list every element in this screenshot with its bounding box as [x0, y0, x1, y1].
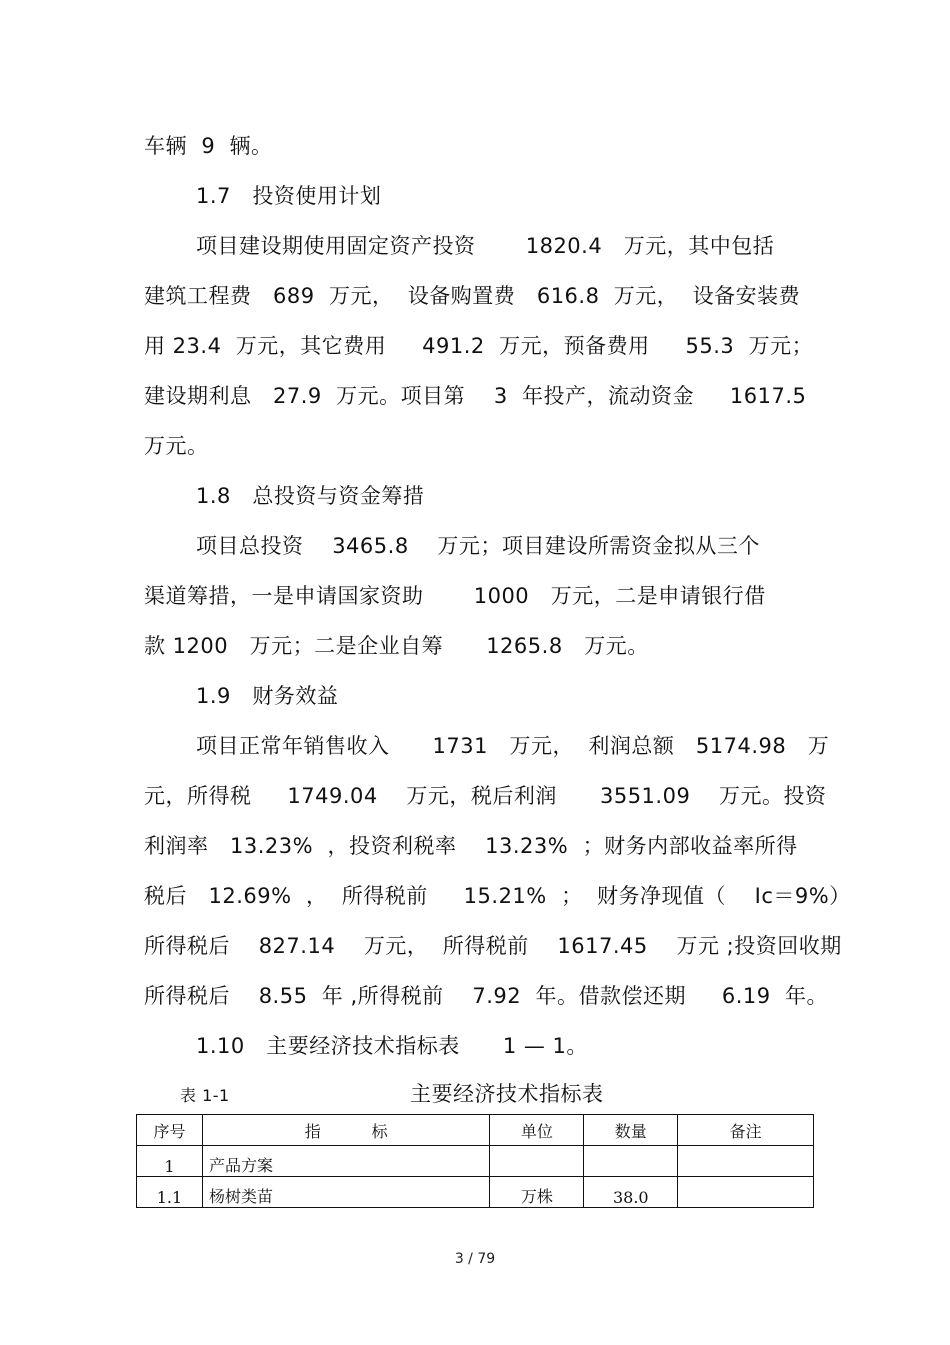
- cell-unit: 万株: [490, 1177, 584, 1208]
- cell-unit: [490, 1146, 584, 1177]
- body-line: 所得税后 8.55 年 ,所得税前 7.92 年。借款偿还期 6.19 年。: [144, 984, 828, 1008]
- body-line-vehicles: 车辆 9 辆。: [144, 134, 273, 158]
- body-line: 建筑工程费 689 万元， 设备购置费 616.8 万元， 设备安装费: [144, 284, 801, 308]
- body-line: 渠道筹措，一是申请国家资助 1000 万元，二是申请银行借: [144, 584, 766, 608]
- page-number: 3 / 79: [454, 1251, 496, 1267]
- body-line: 用 23.4 万元，其它费用 491.2 万元，预备费用 55.3 万元；: [144, 334, 814, 358]
- header-cell-remarks: 备注: [678, 1115, 814, 1146]
- cell-quantity: 38.0: [584, 1177, 678, 1208]
- cell-remarks: [678, 1146, 814, 1177]
- metrics-table: [136, 1114, 814, 1208]
- header-cell-indicator: 指 标: [202, 1115, 490, 1146]
- body-line: 项目建设期使用固定资产投资 1820.4 万元，其中包括: [196, 234, 775, 258]
- cell-quantity: [584, 1146, 678, 1177]
- body-line: 项目正常年销售收入 1731 万元， 利润总额 5174.98 万: [196, 734, 830, 758]
- body-line: 所得税后 827.14 万元， 所得税前 1617.45 万元 ;投资回收期: [144, 934, 842, 958]
- section-heading-1-10: 1.10 主要经济技术指标表 1 — 1。: [196, 1034, 588, 1058]
- body-line: 税后 12.69% ， 所得税前 15.21% ； 财务净现值（ Ic＝9%）: [144, 884, 851, 908]
- section-heading-1-7: 1.7 投资使用计划: [196, 184, 382, 208]
- body-line: 建设期利息 27.9 万元。项目第 3 年投产，流动资金 1617.5: [144, 384, 807, 408]
- table-caption-title: 主要经济技术指标表: [410, 1082, 604, 1106]
- header-cell-unit: 单位: [490, 1115, 584, 1146]
- cell-index: 1.1: [137, 1177, 203, 1208]
- body-line: 项目总投资 3465.8 万元；项目建设所需资金拟从三个: [196, 534, 760, 558]
- section-heading-1-8: 1.8 总投资与资金筹措: [196, 484, 425, 508]
- table-row: [137, 1146, 814, 1177]
- table-row: [137, 1177, 814, 1208]
- cell-indicator: 产品方案: [202, 1146, 490, 1177]
- cell-remarks: [678, 1177, 814, 1208]
- header-cell-index: 序号: [137, 1115, 203, 1146]
- body-line: 利润率 13.23% ，投资利税率 13.23% ；财务内部收益率所得: [144, 834, 798, 858]
- body-line: 元，所得税 1749.04 万元，税后利润 3551.09 万元。投资: [144, 784, 827, 808]
- body-line: 款 1200 万元；二是企业自筹 1265.8 万元。: [144, 634, 649, 658]
- table-header-row: [137, 1115, 814, 1146]
- body-line: 万元。: [144, 434, 209, 458]
- section-heading-1-9: 1.9 财务效益: [196, 684, 339, 708]
- cell-index: 1: [137, 1146, 203, 1177]
- table-caption-label: 表 1-1: [180, 1086, 230, 1105]
- header-cell-quantity: 数量: [584, 1115, 678, 1146]
- cell-indicator: 杨树类苗: [202, 1177, 490, 1208]
